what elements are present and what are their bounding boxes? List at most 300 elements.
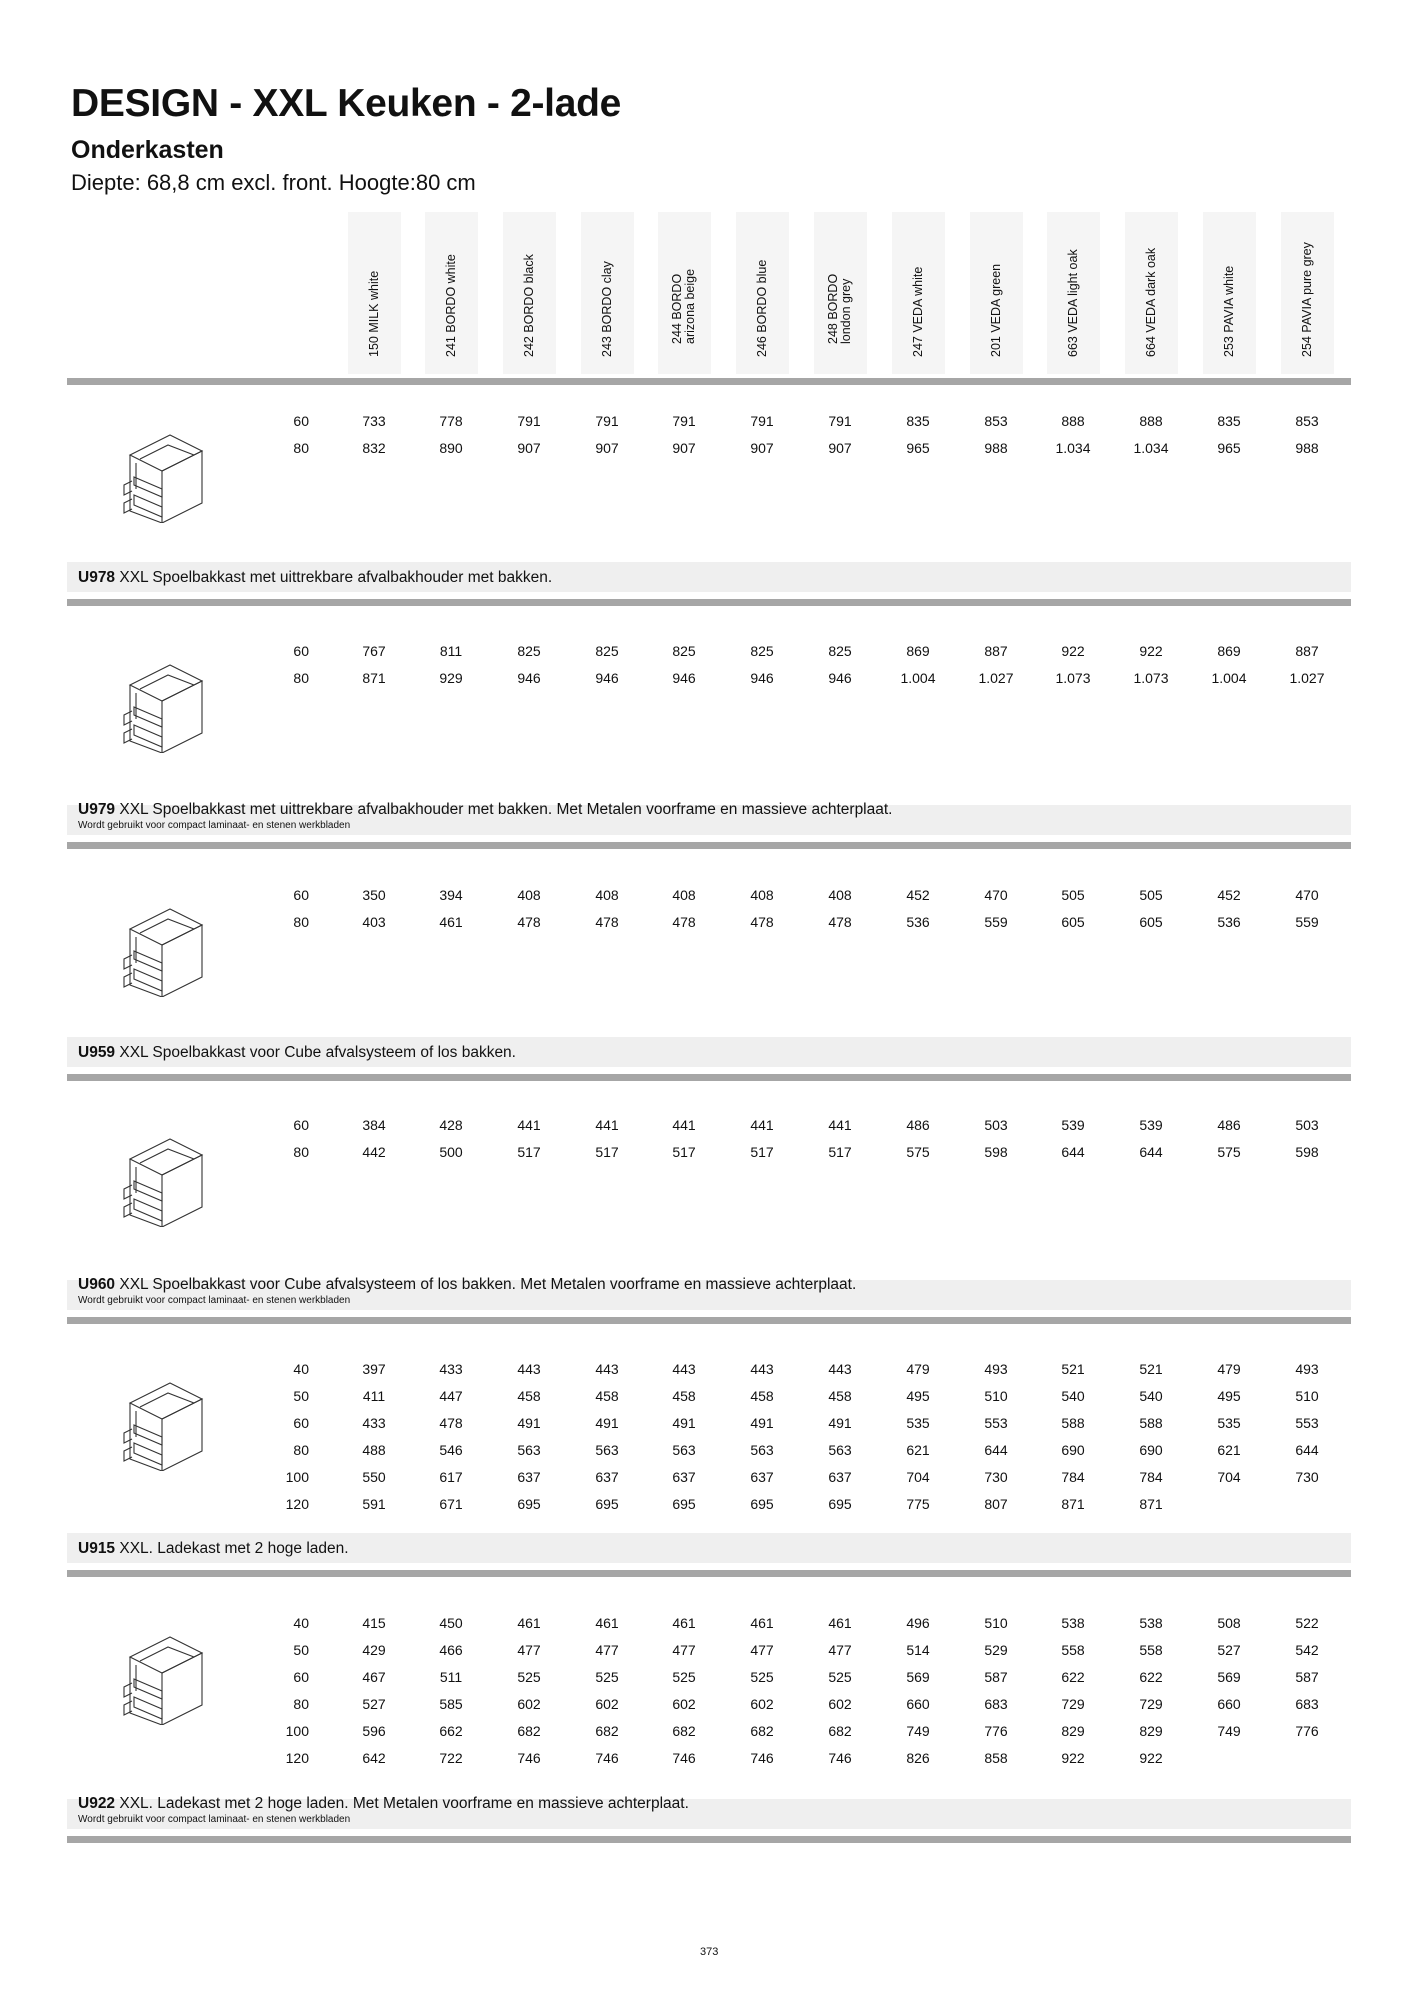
price-cell: 767 xyxy=(362,643,386,659)
width-cell: 40 xyxy=(293,1615,309,1631)
price-cell: 835 xyxy=(906,413,930,429)
column-label xyxy=(1223,266,1236,357)
column-header-11 xyxy=(1203,212,1256,374)
price-cell: 514 xyxy=(906,1642,930,1658)
price-cell: 470 xyxy=(1295,887,1319,903)
price-cell: 642 xyxy=(362,1750,386,1766)
price-cell: 829 xyxy=(1139,1723,1163,1739)
price-cell: 890 xyxy=(439,440,463,456)
price-cell: 811 xyxy=(439,643,463,659)
price-cell: 602 xyxy=(517,1696,541,1712)
price-cell: 466 xyxy=(439,1642,463,1658)
column-label xyxy=(756,260,769,357)
price-cell: 588 xyxy=(1061,1415,1085,1431)
price-cell: 825 xyxy=(672,643,696,659)
column-label-line: 150 MILK white xyxy=(366,270,381,357)
price-cell: 486 xyxy=(906,1117,930,1133)
price-cell: 428 xyxy=(439,1117,463,1133)
price-cell: 563 xyxy=(750,1442,774,1458)
price-cell: 746 xyxy=(517,1750,541,1766)
column-header-6 xyxy=(814,212,867,374)
price-cell: 569 xyxy=(1217,1669,1241,1685)
price-cell: 922 xyxy=(1061,643,1085,659)
price-cell: 458 xyxy=(750,1388,774,1404)
price-cell: 536 xyxy=(906,914,930,930)
price-cell: 538 xyxy=(1139,1615,1163,1631)
cabinet-icon xyxy=(110,653,210,753)
width-cell: 100 xyxy=(285,1723,309,1739)
price-cell: 408 xyxy=(595,887,619,903)
price-cell: 644 xyxy=(1295,1442,1319,1458)
price-cell: 461 xyxy=(439,914,463,930)
price-cell: 682 xyxy=(828,1723,852,1739)
price-cell: 495 xyxy=(906,1388,930,1404)
column-label xyxy=(1145,248,1158,357)
price-cell: 1.073 xyxy=(1133,670,1169,686)
width-cell: 60 xyxy=(293,887,309,903)
column-header-1 xyxy=(425,212,478,374)
price-cell: 461 xyxy=(517,1615,541,1631)
column-label-line: 244 BORDO xyxy=(670,273,684,344)
price-cell: 517 xyxy=(750,1144,774,1160)
price-cell: 749 xyxy=(1217,1723,1241,1739)
price-cell: 493 xyxy=(984,1361,1008,1377)
price-cell: 825 xyxy=(595,643,619,659)
price-cell: 458 xyxy=(828,1388,852,1404)
price-cell: 491 xyxy=(595,1415,619,1431)
page-number: 373 xyxy=(700,1946,719,1958)
price-cell: 477 xyxy=(595,1642,619,1658)
price-cell: 965 xyxy=(1217,440,1241,456)
price-cell: 784 xyxy=(1061,1469,1085,1485)
product-description: XXL. Ladekast met 2 hoge laden. xyxy=(119,1540,349,1557)
price-cell: 527 xyxy=(1217,1642,1241,1658)
column-label-line: 248 BORDO xyxy=(826,273,840,344)
price-cell: 946 xyxy=(750,670,774,686)
price-cell: 441 xyxy=(595,1117,619,1133)
product-name xyxy=(78,1044,516,1062)
price-cell: 988 xyxy=(1295,440,1319,456)
price-cell: 575 xyxy=(1217,1144,1241,1160)
price-cell: 776 xyxy=(984,1723,1008,1739)
price-cell: 621 xyxy=(1217,1442,1241,1458)
price-cell: 922 xyxy=(1061,1750,1085,1766)
price-cell: 539 xyxy=(1139,1117,1163,1133)
header-divider xyxy=(67,378,1351,385)
product-code: U979 xyxy=(78,801,116,818)
width-cell: 60 xyxy=(293,643,309,659)
price-cell: 730 xyxy=(984,1469,1008,1485)
price-cell: 746 xyxy=(595,1750,619,1766)
price-cell: 563 xyxy=(517,1442,541,1458)
price-cell: 704 xyxy=(1217,1469,1241,1485)
price-cell: 461 xyxy=(750,1615,774,1631)
price-cell: 704 xyxy=(906,1469,930,1485)
price-cell: 546 xyxy=(439,1442,463,1458)
price-cell: 493 xyxy=(1295,1361,1319,1377)
section-divider xyxy=(67,1317,1351,1324)
price-cell: 825 xyxy=(828,643,852,659)
price-cell: 660 xyxy=(1217,1696,1241,1712)
price-cell: 690 xyxy=(1139,1442,1163,1458)
price-cell: 442 xyxy=(362,1144,386,1160)
column-label-line: 242 BORDO black xyxy=(521,254,536,357)
price-cell: 746 xyxy=(672,1750,696,1766)
price-cell: 408 xyxy=(828,887,852,903)
section-divider xyxy=(67,1074,1351,1081)
price-cell: 397 xyxy=(362,1361,386,1377)
price-cell: 539 xyxy=(1061,1117,1085,1133)
column-header-12 xyxy=(1281,212,1334,374)
price-cell: 563 xyxy=(595,1442,619,1458)
price-cell: 695 xyxy=(672,1496,696,1512)
product-description: XXL Spoelbakkast voor Cube afvalsysteem of los bakken. Met Metalen voorframe en massieve achterplaat. xyxy=(119,1276,857,1293)
price-cell: 825 xyxy=(517,643,541,659)
price-cell: 946 xyxy=(672,670,696,686)
price-cell: 1.027 xyxy=(1289,670,1325,686)
column-label xyxy=(990,264,1003,357)
price-cell: 458 xyxy=(672,1388,696,1404)
width-cell: 50 xyxy=(293,1642,309,1658)
price-cell: 733 xyxy=(362,413,386,429)
price-cell: 622 xyxy=(1061,1669,1085,1685)
price-cell: 479 xyxy=(906,1361,930,1377)
price-cell: 536 xyxy=(1217,914,1241,930)
product-name xyxy=(78,1795,689,1813)
price-cell: 559 xyxy=(1295,914,1319,930)
price-cell: 450 xyxy=(439,1615,463,1631)
column-header-3 xyxy=(581,212,634,374)
price-cell: 776 xyxy=(1295,1723,1319,1739)
column-header-9 xyxy=(1047,212,1100,374)
width-cell: 80 xyxy=(293,1696,309,1712)
width-cell: 60 xyxy=(293,413,309,429)
width-cell: 80 xyxy=(293,670,309,686)
column-header-5 xyxy=(736,212,789,374)
price-cell: 525 xyxy=(672,1669,696,1685)
price-cell: 605 xyxy=(1139,914,1163,930)
column-header-4 xyxy=(658,212,711,374)
price-cell: 591 xyxy=(362,1496,386,1512)
product-name xyxy=(78,1540,349,1558)
price-cell: 553 xyxy=(1295,1415,1319,1431)
product-code: U978 xyxy=(78,569,116,586)
price-cell: 907 xyxy=(595,440,619,456)
column-label-line: 663 VEDA light oak xyxy=(1065,249,1080,357)
price-cell: 443 xyxy=(672,1361,696,1377)
price-cell: 510 xyxy=(984,1388,1008,1404)
column-label xyxy=(368,271,381,357)
price-cell: 488 xyxy=(362,1442,386,1458)
column-label-line: london grey xyxy=(839,278,853,344)
price-cell: 605 xyxy=(1061,914,1085,930)
price-cell: 596 xyxy=(362,1723,386,1739)
width-cell: 50 xyxy=(293,1388,309,1404)
section-divider xyxy=(67,842,1351,849)
product-note: Wordt gebruikt voor compact laminaat- en stenen werkbladen xyxy=(78,1814,351,1825)
price-cell: 871 xyxy=(362,670,386,686)
column-label-line: 664 VEDA dark oak xyxy=(1143,247,1158,357)
column-header-10 xyxy=(1125,212,1178,374)
price-cell: 441 xyxy=(828,1117,852,1133)
price-cell: 587 xyxy=(984,1669,1008,1685)
price-cell: 477 xyxy=(750,1642,774,1658)
column-label-line: 247 VEDA white xyxy=(910,266,925,357)
price-cell: 415 xyxy=(362,1615,386,1631)
price-cell: 443 xyxy=(750,1361,774,1377)
price-cell: 887 xyxy=(984,643,1008,659)
product-description: XXL Spoelbakkast met uittrekbare afvalbakhouder met bakken. Met Metalen voorframe en massieve achterplaat. xyxy=(119,801,893,818)
price-cell: 563 xyxy=(672,1442,696,1458)
price-cell: 461 xyxy=(672,1615,696,1631)
price-cell: 495 xyxy=(1217,1388,1241,1404)
price-cell: 441 xyxy=(672,1117,696,1133)
column-label xyxy=(912,267,925,357)
price-cell: 408 xyxy=(672,887,696,903)
column-label xyxy=(601,261,614,357)
column-label-line: arizona beige xyxy=(683,268,697,344)
price-cell: 695 xyxy=(828,1496,852,1512)
price-cell: 722 xyxy=(439,1750,463,1766)
price-cell: 525 xyxy=(828,1669,852,1685)
price-cell: 682 xyxy=(672,1723,696,1739)
price-cell: 988 xyxy=(984,440,1008,456)
price-cell: 598 xyxy=(984,1144,1008,1160)
price-cell: 478 xyxy=(750,914,774,930)
price-cell: 695 xyxy=(517,1496,541,1512)
price-cell: 907 xyxy=(672,440,696,456)
price-cell: 517 xyxy=(828,1144,852,1160)
price-cell: 470 xyxy=(984,887,1008,903)
price-cell: 730 xyxy=(1295,1469,1319,1485)
price-cell: 683 xyxy=(1295,1696,1319,1712)
price-cell: 441 xyxy=(750,1117,774,1133)
column-label-line: 201 VEDA green xyxy=(988,263,1003,357)
price-cell: 1.004 xyxy=(1211,670,1247,686)
price-cell: 585 xyxy=(439,1696,463,1712)
width-cell: 80 xyxy=(293,914,309,930)
product-name xyxy=(78,801,892,819)
price-cell: 853 xyxy=(1295,413,1319,429)
column-label-line: 253 PAVIA white xyxy=(1221,265,1236,357)
price-cell: 350 xyxy=(362,887,386,903)
price-cell: 529 xyxy=(984,1642,1008,1658)
price-cell: 433 xyxy=(439,1361,463,1377)
product-code: U922 xyxy=(78,1795,116,1812)
price-cell: 540 xyxy=(1139,1388,1163,1404)
section-divider xyxy=(67,599,1351,606)
price-cell: 671 xyxy=(439,1496,463,1512)
price-cell: 695 xyxy=(750,1496,774,1512)
price-cell: 535 xyxy=(1217,1415,1241,1431)
cabinet-icon xyxy=(110,423,210,523)
price-cell: 869 xyxy=(1217,643,1241,659)
price-cell: 637 xyxy=(828,1469,852,1485)
width-cell: 60 xyxy=(293,1669,309,1685)
price-cell: 478 xyxy=(439,1415,463,1431)
price-cell: 807 xyxy=(984,1496,1008,1512)
price-cell: 525 xyxy=(750,1669,774,1685)
product-description: XXL. Ladekast met 2 hoge laden. Met Metalen voorframe en massieve achterplaat. xyxy=(119,1795,689,1812)
price-cell: 946 xyxy=(595,670,619,686)
price-cell: 922 xyxy=(1139,1750,1163,1766)
column-header-8 xyxy=(970,212,1023,374)
width-cell: 120 xyxy=(285,1496,309,1512)
section-divider xyxy=(67,1570,1351,1577)
price-cell: 683 xyxy=(984,1696,1008,1712)
price-cell: 452 xyxy=(906,887,930,903)
price-cell: 511 xyxy=(439,1669,463,1685)
price-cell: 478 xyxy=(672,914,696,930)
price-cell: 522 xyxy=(1295,1615,1319,1631)
price-cell: 503 xyxy=(984,1117,1008,1133)
price-cell: 644 xyxy=(984,1442,1008,1458)
price-cell: 644 xyxy=(1139,1144,1163,1160)
price-cell: 832 xyxy=(362,440,386,456)
price-cell: 443 xyxy=(517,1361,541,1377)
price-cell: 478 xyxy=(828,914,852,930)
price-cell: 491 xyxy=(517,1415,541,1431)
price-cell: 461 xyxy=(828,1615,852,1631)
price-cell: 452 xyxy=(1217,887,1241,903)
cabinet-icon xyxy=(110,1371,210,1471)
price-cell: 408 xyxy=(517,887,541,903)
price-cell: 478 xyxy=(595,914,619,930)
price-cell: 907 xyxy=(750,440,774,456)
column-label xyxy=(1301,242,1314,357)
width-cell: 80 xyxy=(293,1442,309,1458)
product-name xyxy=(78,569,552,587)
price-cell: 637 xyxy=(517,1469,541,1485)
price-cell: 929 xyxy=(439,670,463,686)
price-cell: 598 xyxy=(1295,1144,1319,1160)
price-cell: 1.004 xyxy=(900,670,936,686)
product-code: U959 xyxy=(78,1044,116,1061)
price-cell: 1.027 xyxy=(978,670,1014,686)
width-cell: 120 xyxy=(285,1750,309,1766)
price-cell: 550 xyxy=(362,1469,386,1485)
price-cell: 826 xyxy=(906,1750,930,1766)
price-cell: 477 xyxy=(672,1642,696,1658)
column-label-line: 243 BORDO clay xyxy=(599,261,614,357)
price-cell: 587 xyxy=(1295,1669,1319,1685)
price-cell: 505 xyxy=(1061,887,1085,903)
price-cell: 408 xyxy=(750,887,774,903)
price-cell: 491 xyxy=(828,1415,852,1431)
price-cell: 746 xyxy=(750,1750,774,1766)
column-header-2 xyxy=(503,212,556,374)
price-cell: 517 xyxy=(672,1144,696,1160)
price-cell: 662 xyxy=(439,1723,463,1739)
cabinet-icon xyxy=(110,1127,210,1227)
price-cell: 602 xyxy=(750,1696,774,1712)
price-cell: 621 xyxy=(906,1442,930,1458)
column-label xyxy=(827,274,853,344)
price-cell: 558 xyxy=(1061,1642,1085,1658)
dimensions-text: Diepte: 68,8 cm excl. front. Hoogte:80 cm xyxy=(71,170,476,195)
price-cell: 521 xyxy=(1139,1361,1163,1377)
price-cell: 510 xyxy=(1295,1388,1319,1404)
price-cell: 622 xyxy=(1139,1669,1163,1685)
price-cell: 922 xyxy=(1139,643,1163,659)
price-cell: 602 xyxy=(672,1696,696,1712)
price-cell: 384 xyxy=(362,1117,386,1133)
column-label-line: 241 BORDO white xyxy=(443,254,458,357)
product-code: U960 xyxy=(78,1276,116,1293)
price-cell: 458 xyxy=(595,1388,619,1404)
price-cell: 505 xyxy=(1139,887,1163,903)
page-title: DESIGN - XXL Keuken - 2-lade xyxy=(71,82,622,125)
price-cell: 775 xyxy=(906,1496,930,1512)
price-cell: 433 xyxy=(362,1415,386,1431)
price-cell: 467 xyxy=(362,1669,386,1685)
price-cell: 690 xyxy=(1061,1442,1085,1458)
width-cell: 80 xyxy=(293,440,309,456)
price-cell: 907 xyxy=(828,440,852,456)
price-cell: 946 xyxy=(517,670,541,686)
price-cell: 644 xyxy=(1061,1144,1085,1160)
price-cell: 443 xyxy=(595,1361,619,1377)
product-note: Wordt gebruikt voor compact laminaat- en stenen werkbladen xyxy=(78,820,351,831)
price-cell: 871 xyxy=(1139,1496,1163,1512)
price-cell: 637 xyxy=(595,1469,619,1485)
price-cell: 429 xyxy=(362,1642,386,1658)
price-cell: 602 xyxy=(595,1696,619,1712)
price-cell: 887 xyxy=(1295,643,1319,659)
price-cell: 458 xyxy=(517,1388,541,1404)
price-cell: 791 xyxy=(517,413,541,429)
price-cell: 682 xyxy=(750,1723,774,1739)
page-subtitle: Onderkasten xyxy=(71,136,224,164)
price-cell: 946 xyxy=(828,670,852,686)
price-cell: 749 xyxy=(906,1723,930,1739)
cabinet-icon xyxy=(110,1625,210,1725)
price-cell: 791 xyxy=(672,413,696,429)
column-label-line: 246 BORDO blue xyxy=(754,259,769,357)
price-cell: 517 xyxy=(595,1144,619,1160)
product-description: XXL Spoelbakkast voor Cube afvalsysteem of los bakken. xyxy=(119,1044,516,1061)
price-cell: 508 xyxy=(1217,1615,1241,1631)
column-label xyxy=(523,254,536,357)
price-cell: 888 xyxy=(1061,413,1085,429)
price-cell: 746 xyxy=(828,1750,852,1766)
price-cell: 729 xyxy=(1139,1696,1163,1712)
price-cell: 784 xyxy=(1139,1469,1163,1485)
price-cell: 569 xyxy=(906,1669,930,1685)
price-cell: 479 xyxy=(1217,1361,1241,1377)
column-label-line: 254 PAVIA pure grey xyxy=(1299,242,1314,357)
price-cell: 411 xyxy=(362,1388,386,1404)
price-cell: 403 xyxy=(362,914,386,930)
price-cell: 542 xyxy=(1295,1642,1319,1658)
price-cell: 461 xyxy=(595,1615,619,1631)
price-cell: 858 xyxy=(984,1750,1008,1766)
price-cell: 575 xyxy=(906,1144,930,1160)
price-cell: 660 xyxy=(906,1696,930,1712)
price-cell: 695 xyxy=(595,1496,619,1512)
price-cell: 527 xyxy=(362,1696,386,1712)
price-cell: 637 xyxy=(672,1469,696,1485)
price-cell: 486 xyxy=(1217,1117,1241,1133)
price-cell: 825 xyxy=(750,643,774,659)
price-cell: 588 xyxy=(1139,1415,1163,1431)
width-cell: 60 xyxy=(293,1117,309,1133)
price-cell: 443 xyxy=(828,1361,852,1377)
price-cell: 491 xyxy=(672,1415,696,1431)
width-cell: 60 xyxy=(293,1415,309,1431)
price-cell: 869 xyxy=(906,643,930,659)
price-cell: 517 xyxy=(517,1144,541,1160)
